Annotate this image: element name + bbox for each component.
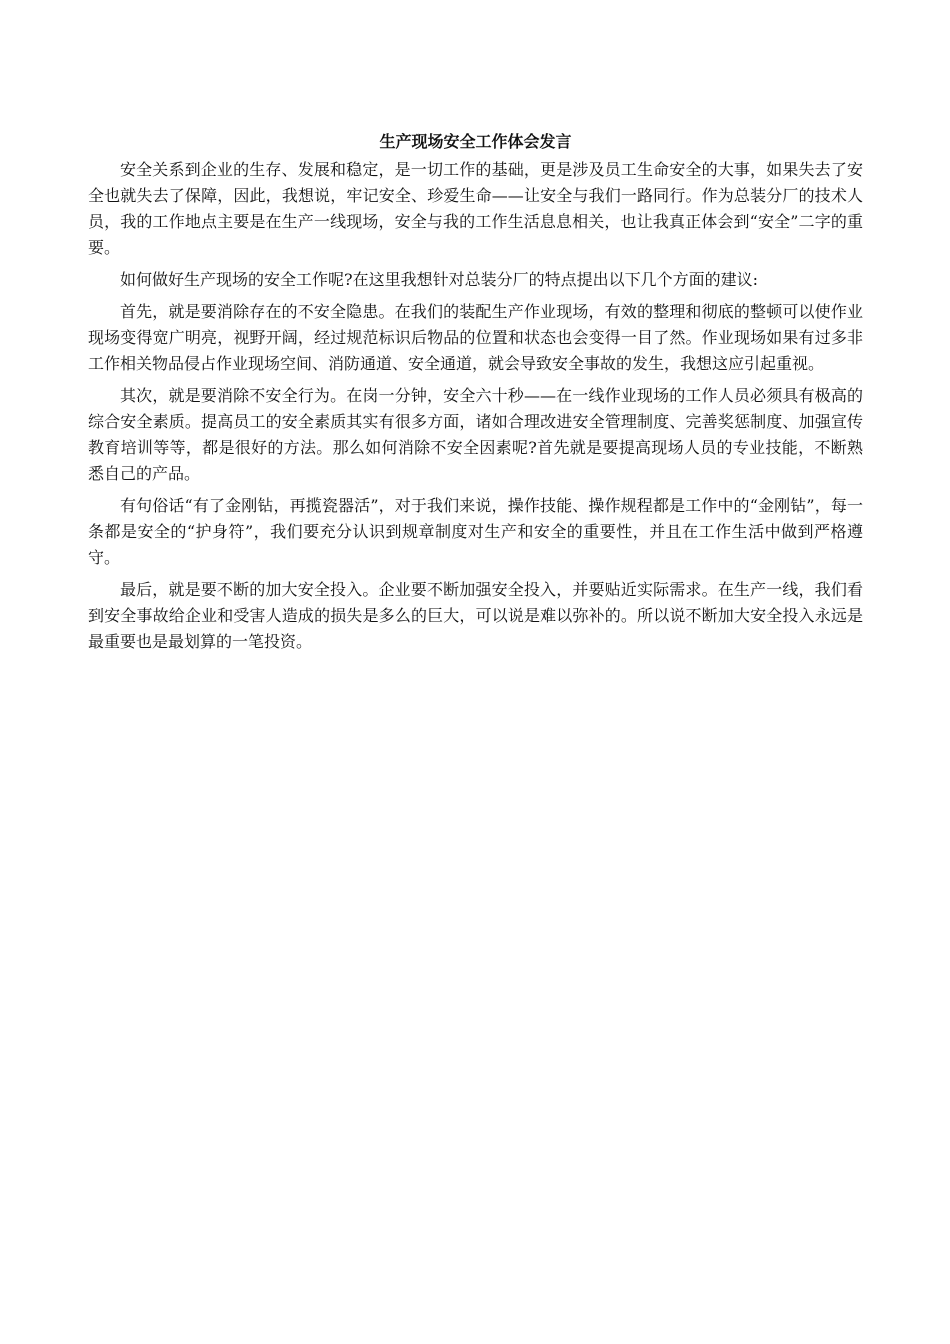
paragraph-question: 如何做好生产现场的安全工作呢?在这里我想针对总装分厂的特点提出以下几个方面的建议: <box>120 270 758 289</box>
paragraph-second-point: 其次，就是要消除不安全行为。在岗一分钟，安全六十秒——在一线作业现场的工作人员必须具有极高的综合安全素质。提高员工的安全素质其实有很多方面，诸如合理改进安全管理制度、完善奖惩制度、加强宣传教育培训等等，都是很好的方法。那么如何消除不安全因素呢?首先就是要提高现场人员的专业技能，不断熟悉自己的产品。 <box>88 386 863 483</box>
paragraph-first-point: 首先，就是要消除存在的不安全隐患。在我们的装配生产作业现场，有效的整理和彻底的整顿可以使作业现场变得宽广明亮，视野开阔，经过规范标识后物品的位置和状态也会变得一目了然。作业现场如果有过多非工作相关物品侵占作业现场空间、消防通道、安全通道，就会导致安全事故的发生，我想这应引起重视。 <box>88 302 863 373</box>
paragraph-final-point: 最后，就是要不断的加大安全投入。企业要不断加强安全投入，并要贴近实际需求。在生产一线，我们看到安全事故给企业和受害人造成的损失是多么的巨大，可以说是难以弥补的。所以说不断加大安全投入永远是最重要也是最划算的一笔投资。 <box>88 580 863 651</box>
document-title: 生产现场安全工作体会发言 <box>379 132 572 151</box>
paragraph-intro: 安全关系到企业的生存、发展和稳定，是一切工作的基础，更是涉及员工生命安全的大事，如果失去了安全也就失去了保障，因此，我想说，牢记安全、珍爱生命——让安全与我们一路同行。作为总装分厂的技术人员，我的工作地点主要是在生产一线现场，安全与我的工作生活息息相关，也让我真正体会到“安全”二字的重要。 <box>88 160 863 257</box>
document-body <box>88 130 863 661</box>
paragraph-proverb: 有句俗话“有了金刚钻，再揽瓷器活”，对于我们来说，操作技能、操作规程都是工作中的“金刚钻”，每一条都是安全的“护身符”，我们要充分认识到规章制度对生产和安全的重要性，并且在工作生活中做到严格遵守。 <box>88 496 863 567</box>
